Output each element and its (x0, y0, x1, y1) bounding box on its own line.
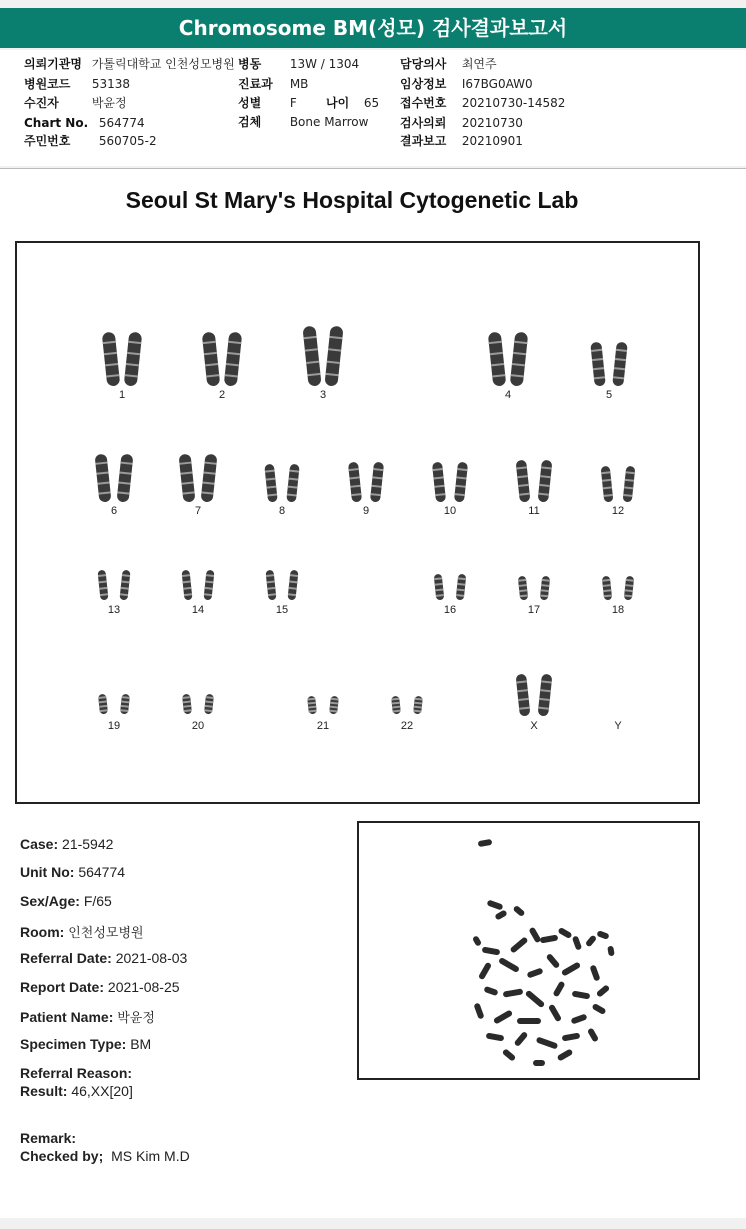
chromosome-image (298, 695, 348, 715)
chromosome-label: 15 (275, 604, 289, 616)
info-value: 최연주 (461, 57, 497, 71)
info-label: Chart No. (24, 116, 89, 130)
chromosome-image (89, 693, 139, 715)
detail-label: Referral Reason: (20, 1065, 133, 1081)
detail-value: 박윤정 (117, 1010, 155, 1025)
info-age (326, 95, 379, 111)
chromosome-pair-22 (382, 243, 432, 734)
info-value: 20210730 (461, 116, 523, 130)
chromosome-label: X (530, 720, 538, 732)
info-specimen (238, 114, 368, 130)
detail-label: Case: (20, 836, 59, 852)
info-report-date (400, 133, 523, 149)
detail-report-date (20, 979, 180, 995)
info-label: 성별 (238, 96, 262, 110)
detail-room (20, 922, 144, 941)
chromosome-pair-X (509, 243, 559, 734)
detail-label: Referral Date: (20, 950, 112, 966)
chromosome-label: 14 (191, 604, 205, 616)
chromosome-image (425, 573, 475, 601)
lab-title: Seoul St Mary's Hospital Cytogenetic Lab (125, 187, 579, 213)
patient-info-panel (0, 50, 746, 166)
info-value: 가톨릭대학교 인천성모병원 (91, 57, 235, 71)
chromosome-label: 17 (527, 604, 541, 616)
chromosome-pair-16 (425, 243, 475, 618)
info-label: 병동 (238, 57, 262, 71)
metaphase-image (357, 821, 700, 1080)
info-resident-no (24, 133, 157, 149)
info-label: 담당의사 (400, 57, 447, 71)
chromosome-pair-20 (173, 243, 223, 734)
info-label: 검체 (238, 115, 262, 129)
chromosome-label: 3 (319, 389, 327, 401)
info-patient (24, 95, 127, 111)
detail-label: Unit No: (20, 864, 75, 880)
info-value: 53138 (91, 77, 131, 91)
chromosome-label: 13 (107, 604, 121, 616)
info-label: 병원코드 (24, 77, 71, 91)
info-label: 나이 (326, 96, 350, 110)
detail-label: Room: (20, 924, 65, 940)
info-value: MB (289, 77, 309, 91)
chromosome-label: 21 (316, 720, 330, 732)
chromosome-pair-Y (593, 243, 643, 734)
info-institution (24, 56, 235, 72)
info-value: 20210730-14582 (461, 96, 566, 110)
chromosome-label: 8 (278, 505, 286, 517)
chromosome-label: 1 (118, 389, 126, 401)
info-label: 의뢰기관명 (24, 57, 82, 71)
detail-value: 21-5942 (62, 836, 114, 852)
chromosome-label: 9 (362, 505, 370, 517)
info-label: 임상정보 (400, 77, 447, 91)
detail-specimen-type (20, 1036, 151, 1052)
info-clinical (400, 76, 533, 92)
chromosome-label: 22 (400, 720, 414, 732)
detail-referral-date (20, 950, 187, 966)
detail-label: Checked by; (20, 1148, 104, 1164)
chromosome-pair-19 (89, 243, 139, 734)
chromosome-image (382, 695, 432, 715)
chromosome-label: 5 (605, 389, 613, 401)
info-value: F (289, 96, 297, 110)
info-value: 13W / 1304 (289, 57, 360, 71)
chromosome-label: 10 (443, 505, 457, 517)
chromosome-label: 6 (110, 505, 118, 517)
info-hospital-code (24, 76, 130, 92)
chromosome-label: 18 (611, 604, 625, 616)
detail-label: Sex/Age: (20, 893, 80, 909)
detail-value: MS Kim M.D (111, 1148, 190, 1164)
info-label: 진료과 (238, 77, 273, 91)
detail-value: 564774 (78, 864, 126, 880)
detail-label: Result: (20, 1083, 68, 1099)
info-value: 65 (363, 96, 380, 110)
chromosome-label: 19 (107, 720, 121, 732)
detail-value: F/65 (83, 893, 112, 909)
info-receipt-no (400, 95, 565, 111)
detail-value: BM (130, 1036, 152, 1052)
chromosome-label: 12 (611, 505, 625, 517)
detail-result (20, 1083, 133, 1099)
detail-case (20, 836, 113, 852)
info-label: 접수번호 (400, 96, 447, 110)
info-value: 20210901 (461, 134, 523, 148)
info-value: 박윤정 (91, 96, 127, 110)
info-chart-no (24, 115, 145, 131)
chromosome-image (173, 693, 223, 715)
detail-label: Specimen Type: (20, 1036, 127, 1052)
info-value: I67BG0AW0 (461, 77, 533, 91)
detail-label: Remark: (20, 1130, 77, 1146)
detail-value: 인천성모병원 (68, 925, 144, 940)
info-value: 560705-2 (98, 134, 157, 148)
chromosome-label: 20 (191, 720, 205, 732)
detail-unit-no (20, 864, 125, 880)
chromosome-label: 16 (443, 604, 457, 616)
chromosome-label: 4 (504, 389, 512, 401)
detail-label: Patient Name: (20, 1009, 114, 1025)
chromosome-pair-21 (298, 243, 348, 734)
detail-patient-name (20, 1007, 155, 1026)
info-sex (238, 95, 297, 111)
info-doctor (400, 56, 497, 72)
detail-sex-age (20, 893, 112, 909)
detail-remark (20, 1130, 76, 1146)
detail-referral-reason (20, 1065, 132, 1081)
info-department (238, 76, 308, 92)
detail-value: 46,XX[20] (71, 1083, 133, 1099)
chromosome-label: 11 (528, 505, 540, 517)
info-ward (238, 56, 359, 72)
report-title: Chromosome BM(성모) 검사결과보고서 (0, 8, 746, 48)
info-label: 검사의뢰 (400, 116, 447, 130)
info-label: 주민번호 (24, 134, 71, 148)
detail-checked-by (20, 1148, 190, 1164)
chromosome-label: Y (614, 720, 622, 732)
info-value: Bone Marrow (289, 115, 369, 129)
info-request-date (400, 115, 523, 131)
info-label: 수진자 (24, 96, 59, 110)
chromosome-label: 2 (218, 389, 226, 401)
karyotype-panel (15, 241, 700, 804)
detail-value: 2021-08-03 (115, 950, 188, 966)
chromosome-label: 7 (194, 505, 202, 517)
detail-value: 2021-08-25 (107, 979, 180, 995)
chromosome-image (509, 673, 559, 717)
info-label: 결과보고 (400, 134, 447, 148)
metaphase-spread-image (359, 823, 698, 1078)
report-document (0, 168, 746, 1218)
info-value: 564774 (98, 116, 145, 130)
detail-label: Report Date: (20, 979, 105, 995)
